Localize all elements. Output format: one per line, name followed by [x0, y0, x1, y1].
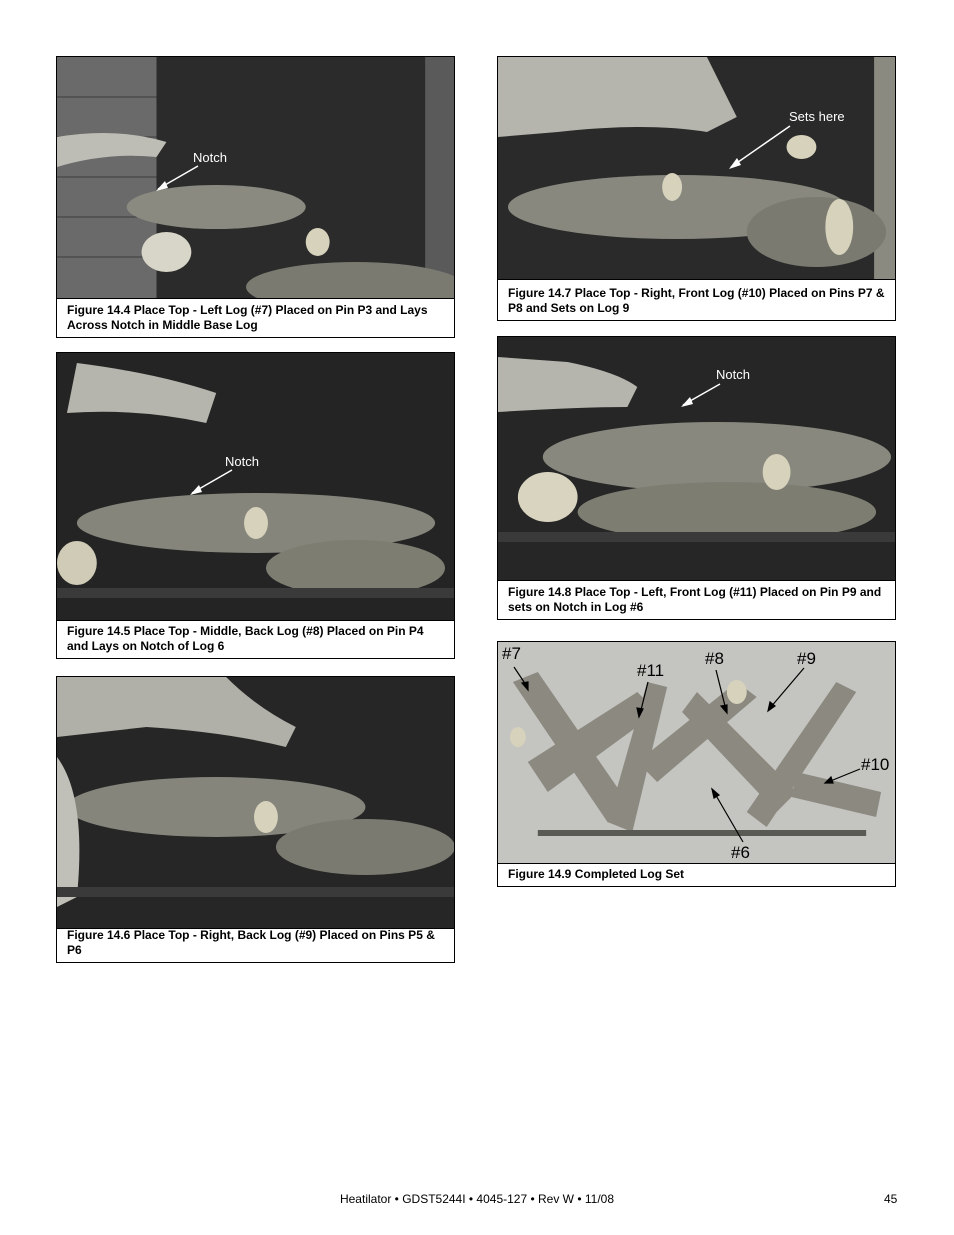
figure-14-9-caption: Figure 14.9 Completed Log Set [508, 867, 685, 881]
figure-14-9 [497, 641, 896, 887]
notch-annotation: Notch [193, 150, 227, 165]
figure-14-5-caption: Figure 14.5 Place Top - Middle, Back Log (#8) Placed on Pin P4 and Lays on Notch of Log 6 [67, 624, 424, 653]
notch-arrow-icon [153, 163, 203, 193]
figure-14-8 [497, 336, 896, 620]
log-label-arrows-icon [498, 642, 897, 863]
figure-14-4-photo [57, 57, 454, 299]
log-9-label: #9 [797, 649, 816, 668]
log-10-label: #10 [861, 755, 890, 774]
log-11-label: #11 [637, 661, 665, 680]
figure-14-8-caption: Figure 14.8 Place Top - Left, Front Log (#11) Placed on Pin P9 and sets on Notch in Log #6 [508, 585, 882, 614]
notch-annotation: Notch [716, 367, 750, 382]
figure-14-7-caption: Figure 14.7 Place Top - Right, Front Log (#10) Placed on Pins P7 & P8 and Sets on Log 9 [508, 286, 885, 315]
figure-14-5 [56, 352, 455, 659]
log-7-label: #7 [502, 644, 521, 663]
notch-arrow-icon [187, 467, 237, 497]
figure-14-6 [56, 676, 455, 963]
figure-14-6-caption: Figure 14.6 Place Top - Right, Back Log (#9) Placed on Pins P5 & P6 [67, 928, 435, 957]
figure-14-7 [497, 56, 896, 321]
figure-14-7-photo [498, 57, 895, 280]
figure-14-4 [56, 56, 455, 338]
figure-14-4-caption: Figure 14.4 Place Top - Left Log (#7) Placed on Pin P3 and Lays Across Notch in Middle Base Log [67, 303, 428, 332]
notch-arrow-icon [678, 381, 724, 409]
log-8-label: #8 [705, 649, 724, 668]
footer-doc-info: Heatilator • GDST5244I • 4045-127 • Rev W • 11/08 [339, 1192, 615, 1206]
figure-14-5-photo [57, 353, 454, 621]
figure-14-6-photo [57, 677, 454, 929]
figure-14-8-photo [498, 337, 895, 581]
log-6-label: #6 [731, 843, 750, 862]
page-number: 45 [884, 1192, 898, 1206]
notch-annotation: Notch [225, 454, 259, 469]
sets-here-arrow-icon [726, 123, 794, 171]
sets-here-annotation: Sets here [789, 109, 845, 124]
